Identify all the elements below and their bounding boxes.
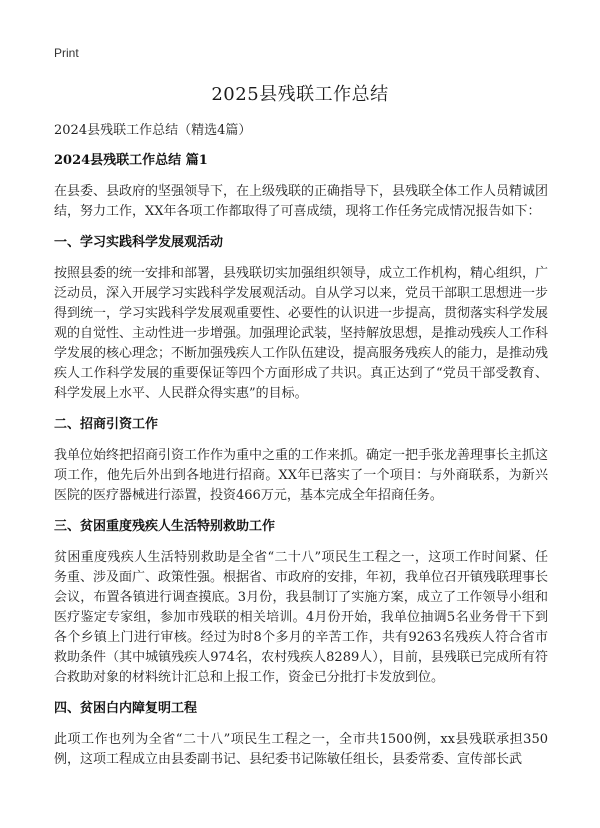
section-heading-1: 一、学习实践科学发展观活动 [54,235,224,250]
article-title: 2024县残联工作总结 篇1 [54,153,208,168]
section-heading-2: 二、招商引资工作 [54,417,159,432]
section-body-1: 按照县委的统一安排和部署，县残联切实加强组织领导，成立工作机构，精心组织，广泛动员，深入开展学习实践科学发展观活动。自从学习以来，党员干部职工思想进一步得到统一，学习实践科学发展观重要性、必要性的认识进一步提高，贯彻落实科学发展观的自觉性、主动性进一步增强。加强理论武装，坚持解放思想，是推动残疾人工作科学发展的核心理念；不断加强残疾人工作队伍建设，提高服务残疾人的能力，是推动残疾人工作科学发展的重要保证等四个方面形成了共识。真正达到了“党员干部受教育、科学发展上水平、人民群众得实惠”的目标。 [54,266,549,401]
section-body-2: 我单位始终把招商引资工作作为重中之重的工作来抓。确定一把手张龙善理事长主抓这项工作，他先后外出到各地进行招商。XX年已落实了一个项目：与外商联系，为新兴医院的医疗器械进行添置，投资466万元，基本完成全年招商任务。 [54,448,549,503]
print-label[interactable]: Print [54,46,79,60]
document-content [54,122,548,782]
section-body-3: 贫困重度残疾人生活特别救助是全省“二十八”项民生工程之一，这项工作时间紧、任务重、涉及面广、政策性强。根据省、市政府的安排，年初，我单位召开镇残联理事长会议，布置各镇进行调查摸底。3月份，我县制订了实施方案，成立了工作领导小组和医疗鉴定专家组，参加市残联的相关培训。4月份开始，我单位抽调5名业务骨干下到各个乡镇上门进行审核。经过为时8个多月的辛苦工作，共有9263名残疾人符合省市救助条件（其中城镇残疾人974名，农村残疾人8289人），目前，县残联已完成所有符合救助对象的材料统计汇总和上报工作，资金已分批打卡发放到位。 [54,550,549,685]
page-title: 2025县残联工作总结 [211,84,389,105]
document-subtitle: 2024县残联工作总结（精选4篇） [54,123,252,138]
section-heading-3: 三、贫困重度残疾人生活特别救助工作 [54,519,276,534]
intro-paragraph: 在县委、县政府的坚强领导下，在上级残联的正确指导下，县残联全体工作人员精诚团结，努力工作，XX年各项工作都取得了可喜成绩，现将工作任务完成情况报告如下： [54,184,549,219]
section-heading-4: 四、贫困白内障复明工程 [54,701,198,716]
section-body-4: 此项工作也列为全省“二十八”项民生工程之一，全市共1500例，xx县残联承担350例，这项工程成立由县委副书记、县纪委书记陈敏任组长，县委常委、宣传部长武 [54,732,548,767]
